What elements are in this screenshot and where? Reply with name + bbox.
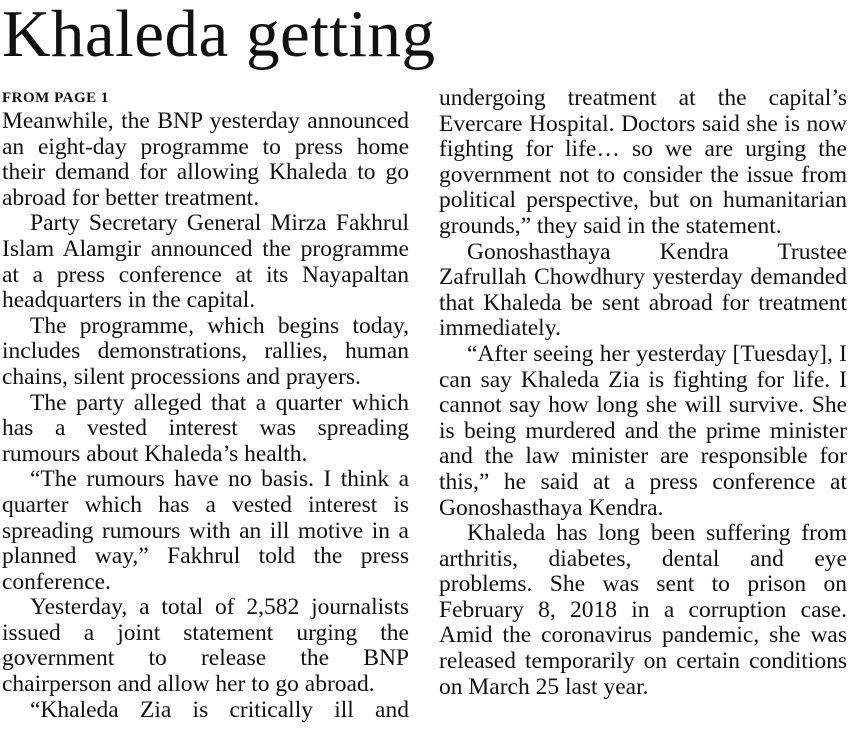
article-paragraph: undergoing treatment at the capital’s Evercare Hospital. Doctors said she is now fighting for life… so we are urging the government not to consider the issue from political perspective, but on humanitarian grounds,” they said in the statement.	[439, 85, 847, 239]
article-column-right	[439, 86, 847, 700]
article-paragraph: The party alleged that a quarter which has a vested interest was spreading rumours about Khaleda’s health.	[2, 389, 409, 467]
article-paragraph: “Khaleda Zia is critically ill and	[30, 696, 409, 723]
jump-label: FROM PAGE 1	[2, 90, 109, 106]
article-paragraph: Gonoshasthaya Kendra Trustee Zafrullah Chowdhury yesterday demanded that Khaleda be sent abroad for treatment immediately.	[439, 238, 847, 342]
article-paragraph: Yesterday, a total of 2,582 journalists issued a joint statement urging the government to release the BNP chairperson and allow her to go abroad.	[2, 594, 409, 698]
article-paragraph: Party Secretary General Mirza Fakhrul Islam Alamgir announced the programme at a press conference at its Nayapaltan headquarters in the capital.	[2, 210, 409, 314]
article-paragraph: “After seeing her yesterday [Tuesday], I can say Khaleda Zia is fighting for life. I cannot say how long she will survive. She is being murdered and the prime minister and the law minister are responsible for this,” he said at a press conference at Gonoshasthaya Kendra.	[439, 340, 847, 521]
article-paragraph: “The rumours have no basis. I think a quarter which has a vested interest is spreading rumours with an ill motive in a planned way,” Fakhrul told the press conference.	[2, 466, 409, 595]
article-paragraph: Khaleda has long been suffering from arthritis, diabetes, dental and eye problems. She was sent to prison on February 8, 2018 in a corruption case. Amid the coronavirus pandemic, she was released temporarily on certain conditions on March 25 last year.	[439, 520, 847, 700]
article-column-left	[2, 88, 409, 723]
article-paragraph: The programme, which begins today, includes demonstrations, rallies, human chains, silent processions and prayers.	[2, 312, 409, 390]
headline: Khaleda getting	[2, 0, 436, 71]
article-paragraph: Meanwhile, the BNP yesterday announced an eight-day programme to press home their demand for allowing Khaleda to go abroad for better treatment.	[2, 108, 409, 211]
